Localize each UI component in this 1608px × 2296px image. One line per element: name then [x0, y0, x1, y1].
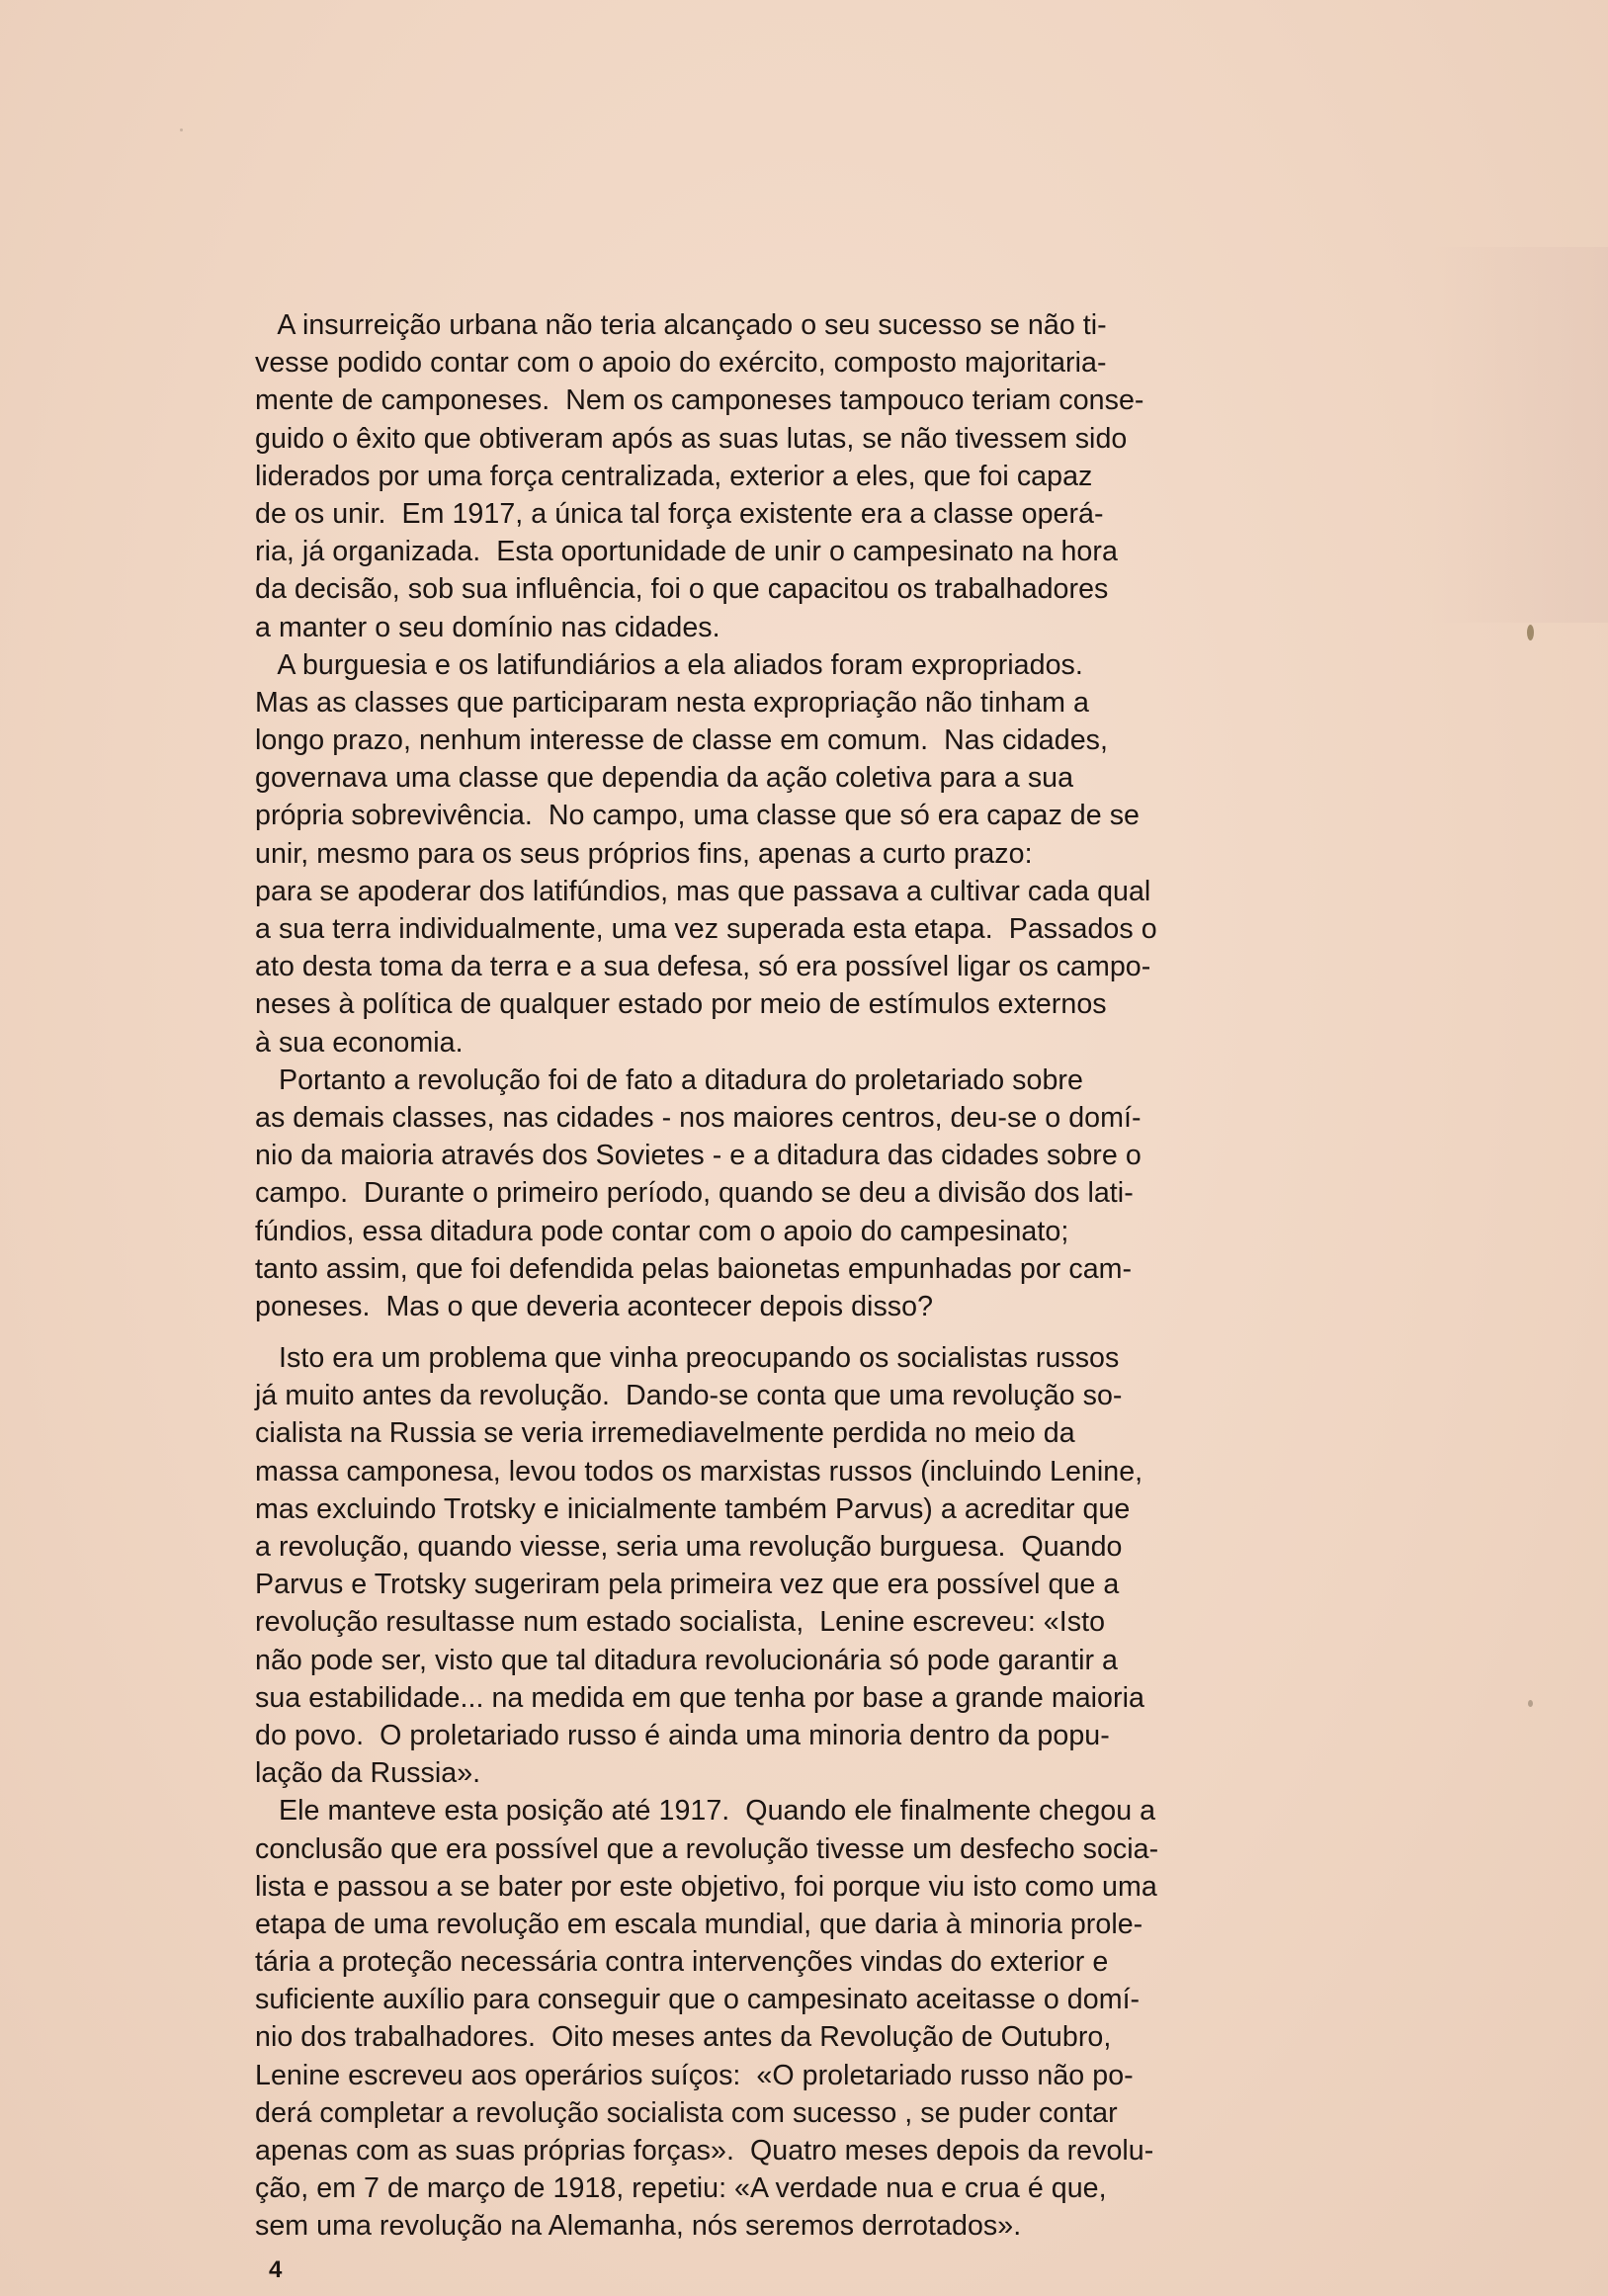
text-line: Isto era um problema que vinha preocupando os socialistas russos: [255, 1342, 1120, 1375]
text-line: própria sobrevivência. No campo, uma classe que só era capaz de se: [255, 800, 1140, 832]
text-line: da decisão, sob sua influência, foi o que capacitou os trabalhadores: [255, 573, 1109, 606]
text-line: nio dos trabalhadores. Oito meses antes da Revolução de Outubro,: [255, 2021, 1112, 2054]
paragraph: [255, 1792, 1322, 2245]
text-line: massa camponesa, levou todos os marxistas russos (incluindo Lenine,: [255, 1455, 1143, 1488]
text-line: lação da Russia».: [255, 1757, 481, 1790]
page-number: 4: [269, 2256, 283, 2283]
text-line: mente de camponeses. Nem os camponeses tampouco teriam conse-: [255, 384, 1144, 417]
text-line: vesse podido contar com o apoio do exército, composto majoritaria-: [255, 347, 1107, 380]
text-line: à sua economia.: [255, 1026, 464, 1059]
text-line: liderados por uma força centralizada, exterior a eles, que foi capaz: [255, 460, 1093, 492]
paragraph-gap: [255, 1325, 1322, 1339]
text-line: poneses. Mas o que deveria acontecer depois disso?: [255, 1290, 934, 1322]
text-line: neses à política de qualquer estado por meio de estímulos externos: [255, 988, 1107, 1021]
text-line: revolução resultasse num estado socialista, Lenine escreveu: «Isto: [255, 1606, 1106, 1639]
paragraph: [255, 306, 1322, 646]
text-line: conclusão que era possível que a revolução tivesse um desfecho socia-: [255, 1832, 1159, 1865]
text-line: do povo. O proletariado russo é ainda uma minoria dentro da popu-: [255, 1719, 1110, 1751]
paragraph: [255, 1062, 1322, 1325]
text-line: a manter o seu domínio nas cidades.: [255, 611, 720, 643]
text-line: Ele manteve esta posição até 1917. Quando ele finalmente chegou a: [255, 1795, 1156, 1828]
text-line: lista e passou a se bater por este objetivo, foi porque viu isto como uma: [255, 1870, 1157, 1903]
text-line: a revolução, quando viesse, seria uma revolução burguesa. Quando: [255, 1531, 1123, 1563]
text-line: tanto assim, que foi defendida pelas baionetas empunhadas por cam-: [255, 1252, 1133, 1285]
text-line: ria, já organizada. Esta oportunidade de unir o campesinato na hora: [255, 536, 1118, 568]
text-line: sem uma revolução na Alemanha, nós seremos derrotados».: [255, 2210, 1022, 2243]
show-through-shadow: [1430, 247, 1608, 623]
text-line: mas excluindo Trotsky e inicialmente também Parvus) a acreditar que: [255, 1492, 1131, 1525]
text-line: Parvus e Trotsky sugeriram pela primeira vez que era possível que a: [255, 1569, 1120, 1601]
text-line: a sua terra individualmente, uma vez superada esta etapa. Passados o: [255, 913, 1157, 945]
text-line: unir, mesmo para os seus próprios fins, apenas a curto prazo:: [255, 837, 1033, 870]
text-line: A burguesia e os latifundiários a ela aliados foram expropriados.: [255, 648, 1083, 681]
text-line: A insurreição urbana não teria alcançado o seu sucesso se não ti-: [255, 309, 1107, 341]
paper-speck: [1527, 625, 1534, 640]
text-line: Mas as classes que participaram nesta expropriação não tinham a: [255, 686, 1089, 719]
text-line: sua estabilidade... na medida em que tenha por base a grande maioria: [255, 1681, 1144, 1714]
text-line: para se apoderar dos latifúndios, mas que passava a cultivar cada qual: [255, 875, 1151, 907]
paper-speck: [1528, 1700, 1533, 1707]
text-line: campo. Durante o primeiro período, quando se deu a divisão dos lati-: [255, 1177, 1134, 1210]
text-line: longo prazo, nenhum interesse de classe em comum. Nas cidades,: [255, 724, 1108, 757]
text-line: as demais classes, nas cidades - nos maiores centros, deu-se o domí-: [255, 1101, 1142, 1134]
paper-speck: [180, 128, 183, 131]
text-line: governava uma classe que dependia da ação coletiva para a sua: [255, 762, 1074, 795]
text-line: não pode ser, visto que tal ditadura revolucionária só pode garantir a: [255, 1644, 1118, 1676]
paragraph: [255, 1339, 1322, 1792]
text-line: ato desta toma da terra e a sua defesa, só era possível ligar os campo-: [255, 951, 1151, 983]
text-line: já muito antes da revolução. Dando-se conta que uma revolução so-: [255, 1380, 1123, 1412]
text-line: Portanto a revolução foi de fato a ditadura do proletariado sobre: [255, 1063, 1083, 1096]
text-line: Lenine escreveu aos operários suíços: «O proletariado russo não po-: [255, 2059, 1134, 2091]
text-line: derá completar a revolução socialista com sucesso , se puder contar: [255, 2096, 1118, 2129]
paragraph: [255, 646, 1322, 1062]
text-line: nio da maioria através dos Sovietes - e a ditadura das cidades sobre o: [255, 1140, 1142, 1172]
text-line: tária a proteção necessária contra intervenções vindas do exterior e: [255, 1946, 1109, 1979]
article-body: [255, 306, 1322, 2246]
text-line: cialista na Russia se veria irremediavelmente perdida no meio da: [255, 1417, 1075, 1450]
text-line: etapa de uma revolução em escala mundial, que daria à minoria prole-: [255, 1908, 1143, 1940]
text-line: guido o êxito que obtiveram após as suas lutas, se não tivessem sido: [255, 422, 1128, 455]
text-line: fúndios, essa ditadura pode contar com o apoio do campesinato;: [255, 1215, 1069, 1247]
text-line: apenas com as suas próprias forças». Quatro meses depois da revolu-: [255, 2135, 1154, 2167]
text-line: suficiente auxílio para conseguir que o campesinato aceitasse o domí-: [255, 1984, 1141, 2016]
text-line: de os unir. Em 1917, a única tal força existente era a classe operá-: [255, 497, 1104, 530]
text-line: ção, em 7 de março de 1918, repetiu: «A verdade nua e crua é que,: [255, 2172, 1107, 2205]
